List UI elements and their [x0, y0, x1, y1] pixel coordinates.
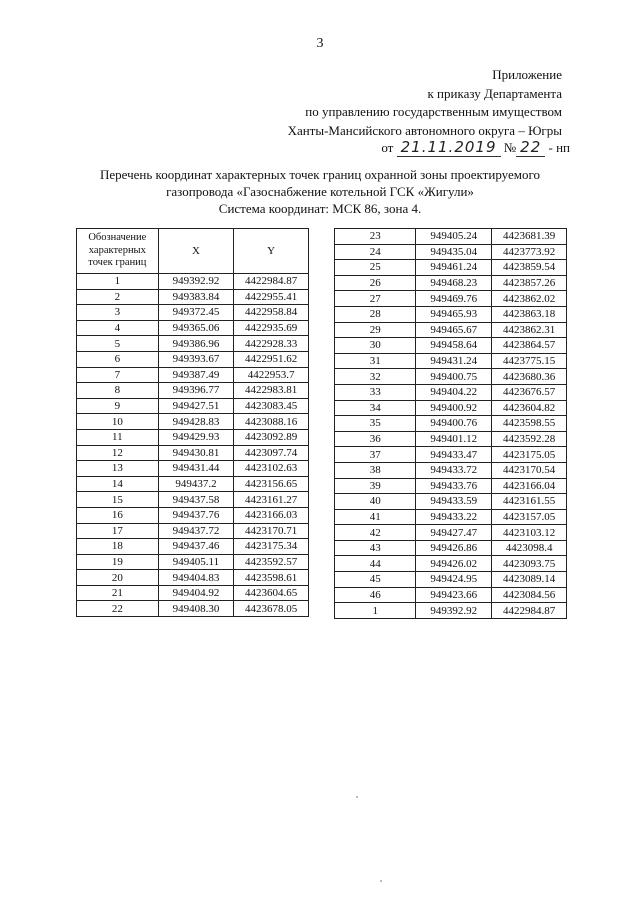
y-cell: 4423857.26	[492, 275, 567, 291]
y-cell: 4422983.81	[234, 383, 309, 399]
point-number-cell: 46	[335, 587, 416, 603]
date-prefix: от	[381, 140, 394, 155]
y-cell: 4423863.18	[492, 306, 567, 322]
table-row	[335, 369, 567, 385]
table-row	[335, 306, 567, 322]
table-row	[335, 384, 567, 400]
x-cell: 949404.92	[158, 585, 234, 601]
x-cell: 949433.72	[416, 462, 492, 478]
y-cell: 4423084.56	[492, 587, 567, 603]
table-row	[77, 274, 309, 290]
appendix-line-4: Ханты-Мансийского автономного округа – Югры	[287, 122, 562, 138]
point-number-cell: 32	[335, 369, 416, 385]
table-row	[335, 572, 567, 588]
y-cell: 4423083.45	[234, 398, 309, 414]
page-number: 3	[316, 36, 324, 51]
point-number-cell: 21	[77, 585, 159, 601]
point-number-cell: 17	[77, 523, 159, 539]
x-cell: 949404.22	[416, 384, 492, 400]
table-row	[335, 478, 567, 494]
x-cell: 949427.47	[416, 525, 492, 541]
point-number-cell: 42	[335, 525, 416, 541]
table-row	[335, 494, 567, 510]
table-row	[335, 400, 567, 416]
point-number-cell: 30	[335, 338, 416, 354]
appendix-line-3: по управлению государственным имуществом	[305, 104, 562, 119]
x-cell: 949433.76	[416, 478, 492, 494]
point-number-cell: 20	[77, 570, 159, 586]
y-cell: 4423680.36	[492, 369, 567, 385]
table-row	[335, 556, 567, 572]
y-cell: 4423166.03	[234, 507, 309, 523]
coordinates-table-right	[334, 228, 567, 619]
x-cell: 949405.24	[416, 229, 492, 245]
point-number-cell: 5	[77, 336, 159, 352]
point-number-cell: 39	[335, 478, 416, 494]
x-cell: 949365.06	[158, 320, 234, 336]
y-cell: 4423604.65	[234, 585, 309, 601]
point-number-cell: 26	[335, 275, 416, 291]
point-number-cell: 9	[77, 398, 159, 414]
point-number-cell: 24	[335, 244, 416, 260]
x-cell: 949383.84	[158, 289, 234, 305]
y-cell: 4423097.74	[234, 445, 309, 461]
x-cell: 949465.93	[416, 306, 492, 322]
x-cell: 949430.81	[158, 445, 234, 461]
appendix-line-2: к приказу Департамента	[427, 85, 562, 101]
table-row	[335, 291, 567, 307]
y-cell: 4423773.92	[492, 244, 567, 260]
table-row	[77, 601, 309, 617]
point-number-cell: 22	[77, 601, 159, 617]
x-cell: 949437.2	[158, 476, 234, 492]
table-row	[335, 353, 567, 369]
x-cell: 949461.24	[416, 260, 492, 276]
header-point-designation: Обозначение характерных точек границ	[77, 229, 159, 274]
point-number-cell: 23	[335, 229, 416, 245]
point-number-cell: 14	[77, 476, 159, 492]
point-number-cell: 19	[77, 554, 159, 570]
table-row	[77, 539, 309, 555]
table-row	[335, 447, 567, 463]
x-cell: 949437.58	[158, 492, 234, 508]
x-cell: 949435.04	[416, 244, 492, 260]
x-cell: 949386.96	[158, 336, 234, 352]
table-row	[335, 260, 567, 276]
x-cell: 949458.64	[416, 338, 492, 354]
table-row	[335, 338, 567, 354]
x-cell: 949465.67	[416, 322, 492, 338]
point-number-cell: 11	[77, 429, 159, 445]
point-number-cell: 31	[335, 353, 416, 369]
table-row	[77, 492, 309, 508]
y-cell: 4423775.15	[492, 353, 567, 369]
table-row	[77, 585, 309, 601]
x-cell: 949433.47	[416, 447, 492, 463]
y-cell: 4422984.87	[234, 274, 309, 290]
table-row	[77, 351, 309, 367]
y-cell: 4423175.05	[492, 447, 567, 463]
point-number-cell: 10	[77, 414, 159, 430]
y-cell: 4423592.57	[234, 554, 309, 570]
table-row	[335, 416, 567, 432]
handwritten-number: 22	[516, 138, 545, 157]
y-cell: 4423598.61	[234, 570, 309, 586]
y-cell: 4422955.41	[234, 289, 309, 305]
table-row	[335, 587, 567, 603]
table-row	[335, 275, 567, 291]
x-cell: 949468.23	[416, 275, 492, 291]
y-cell: 4423592.28	[492, 431, 567, 447]
point-number-cell: 2	[77, 289, 159, 305]
table-row	[77, 570, 309, 586]
point-number-cell: 16	[77, 507, 159, 523]
table-row	[335, 229, 567, 245]
point-number-cell: 1	[335, 603, 416, 619]
table-row	[335, 431, 567, 447]
y-cell: 4423170.71	[234, 523, 309, 539]
point-number-cell: 25	[335, 260, 416, 276]
point-number-cell: 4	[77, 320, 159, 336]
x-cell: 949433.59	[416, 494, 492, 510]
y-cell: 4423156.65	[234, 476, 309, 492]
table-row	[335, 462, 567, 478]
x-cell: 949433.22	[416, 509, 492, 525]
y-cell: 4423170.54	[492, 462, 567, 478]
table-row	[77, 305, 309, 321]
table-row	[77, 476, 309, 492]
scan-speck	[380, 880, 382, 882]
number-prefix: №	[503, 140, 517, 155]
point-number-cell: 45	[335, 572, 416, 588]
coordinates-table-left	[76, 228, 309, 617]
header-y: Y	[234, 229, 309, 274]
point-number-cell: 33	[335, 384, 416, 400]
x-cell: 949400.76	[416, 416, 492, 432]
point-number-cell: 44	[335, 556, 416, 572]
x-cell: 949408.30	[158, 601, 234, 617]
point-number-cell: 43	[335, 540, 416, 556]
point-number-cell: 35	[335, 416, 416, 432]
point-number-cell: 37	[335, 447, 416, 463]
x-cell: 949437.72	[158, 523, 234, 539]
x-cell: 949427.51	[158, 398, 234, 414]
table-row	[77, 336, 309, 352]
table-row	[77, 414, 309, 430]
table-row	[335, 322, 567, 338]
x-cell: 949431.44	[158, 461, 234, 477]
x-cell: 949429.93	[158, 429, 234, 445]
point-number-cell: 7	[77, 367, 159, 383]
y-cell: 4423859.54	[492, 260, 567, 276]
number-suffix: - нп	[548, 140, 570, 155]
x-cell: 949393.67	[158, 351, 234, 367]
x-cell: 949387.49	[158, 367, 234, 383]
y-cell: 4423864.57	[492, 338, 567, 354]
y-cell: 4423102.63	[234, 461, 309, 477]
table-row	[77, 461, 309, 477]
point-number-cell: 3	[77, 305, 159, 321]
y-cell: 4423598.55	[492, 416, 567, 432]
y-cell: 4423098.4	[492, 540, 567, 556]
point-number-cell: 28	[335, 306, 416, 322]
y-cell: 4423862.31	[492, 322, 567, 338]
table-row	[335, 525, 567, 541]
table-row	[77, 507, 309, 523]
x-cell: 949437.76	[158, 507, 234, 523]
x-cell: 949372.45	[158, 305, 234, 321]
y-cell: 4422984.87	[492, 603, 567, 619]
y-cell: 4422935.69	[234, 320, 309, 336]
y-cell: 4423862.02	[492, 291, 567, 307]
table-row	[77, 429, 309, 445]
x-cell: 949426.86	[416, 540, 492, 556]
order-date-number	[381, 138, 570, 157]
y-cell: 4422951.62	[234, 351, 309, 367]
y-cell: 4423157.05	[492, 509, 567, 525]
x-cell: 949392.92	[416, 603, 492, 619]
y-cell: 4423175.34	[234, 539, 309, 555]
y-cell: 4423161.55	[492, 494, 567, 510]
x-cell: 949469.76	[416, 291, 492, 307]
document-title	[0, 166, 640, 217]
y-cell: 4423093.75	[492, 556, 567, 572]
x-cell: 949431.24	[416, 353, 492, 369]
table-row	[335, 509, 567, 525]
point-number-cell: 12	[77, 445, 159, 461]
point-number-cell: 38	[335, 462, 416, 478]
y-cell: 4422928.33	[234, 336, 309, 352]
x-cell: 949400.75	[416, 369, 492, 385]
x-cell: 949396.77	[158, 383, 234, 399]
point-number-cell: 13	[77, 461, 159, 477]
point-number-cell: 6	[77, 351, 159, 367]
appendix-line-1: Приложение	[492, 67, 562, 82]
title-line-2: газопровода «Газоснабжение котельной ГСК «Жигули»	[166, 184, 474, 199]
y-cell: 4423604.82	[492, 400, 567, 416]
title-line-3: Система координат: МСК 86, зона 4.	[218, 201, 422, 216]
point-number-cell: 40	[335, 494, 416, 510]
point-number-cell: 36	[335, 431, 416, 447]
table-row	[335, 540, 567, 556]
table-row	[77, 554, 309, 570]
x-cell: 949423.66	[416, 587, 492, 603]
y-cell: 4423166.04	[492, 478, 567, 494]
title-line-1: Перечень координат характерных точек границ охранной зоны проектируемого	[99, 167, 540, 182]
point-number-cell: 15	[77, 492, 159, 508]
y-cell: 4423092.89	[234, 429, 309, 445]
table-header-row	[77, 229, 309, 274]
y-cell: 4423103.12	[492, 525, 567, 541]
table-row	[77, 523, 309, 539]
appendix-header	[288, 66, 562, 140]
y-cell: 4423676.57	[492, 384, 567, 400]
x-cell: 949392.92	[158, 274, 234, 290]
x-cell: 949424.95	[416, 572, 492, 588]
table-row	[335, 603, 567, 619]
table-row	[335, 244, 567, 260]
y-cell: 4422958.84	[234, 305, 309, 321]
table-row	[77, 320, 309, 336]
point-number-cell: 29	[335, 322, 416, 338]
header-x: X	[158, 229, 234, 274]
table-row	[77, 289, 309, 305]
table-row	[77, 383, 309, 399]
y-cell: 4422953.7	[234, 367, 309, 383]
x-cell: 949401.12	[416, 431, 492, 447]
point-number-cell: 34	[335, 400, 416, 416]
x-cell: 949428.83	[158, 414, 234, 430]
point-number-cell: 27	[335, 291, 416, 307]
x-cell: 949437.46	[158, 539, 234, 555]
y-cell: 4423089.14	[492, 572, 567, 588]
point-number-cell: 41	[335, 509, 416, 525]
y-cell: 4423678.05	[234, 601, 309, 617]
y-cell: 4423681.39	[492, 229, 567, 245]
point-number-cell: 8	[77, 383, 159, 399]
x-cell: 949404.83	[158, 570, 234, 586]
y-cell: 4423161.27	[234, 492, 309, 508]
x-cell: 949426.02	[416, 556, 492, 572]
y-cell: 4423088.16	[234, 414, 309, 430]
table-row	[77, 398, 309, 414]
point-number-cell: 18	[77, 539, 159, 555]
x-cell: 949400.92	[416, 400, 492, 416]
table-row	[77, 445, 309, 461]
point-number-cell: 1	[77, 274, 159, 290]
x-cell: 949405.11	[158, 554, 234, 570]
scan-speck	[356, 796, 358, 798]
handwritten-date: 21.11.2019	[397, 138, 501, 157]
table-row	[77, 367, 309, 383]
